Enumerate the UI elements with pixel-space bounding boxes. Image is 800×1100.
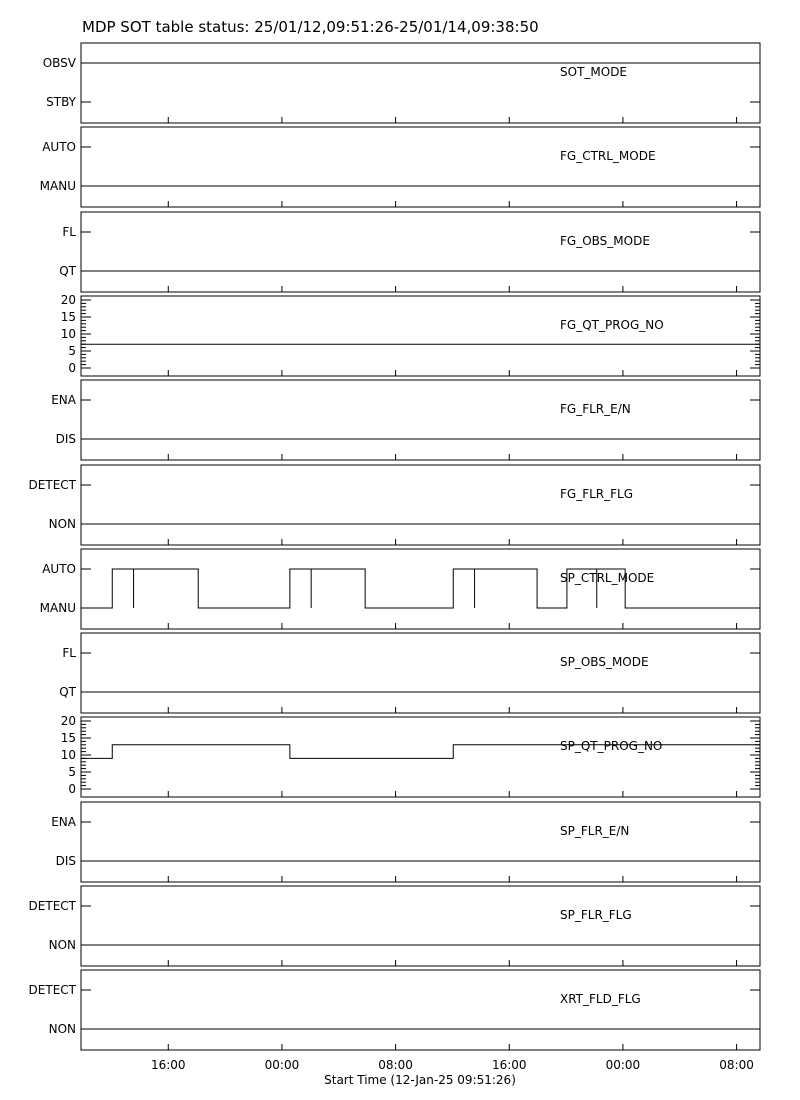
panel-sp-flr-flg bbox=[29, 886, 760, 966]
level-label-low: NON bbox=[48, 517, 76, 531]
level-label-high: AUTO bbox=[42, 140, 76, 154]
panel-xrt-fld-flg bbox=[29, 970, 760, 1050]
panel-frame bbox=[81, 380, 760, 460]
y-tick-label: 5 bbox=[68, 344, 76, 358]
panel-sot-mode bbox=[43, 43, 760, 123]
panel-frame bbox=[81, 212, 760, 292]
panel-title: SP_FLR_FLG bbox=[560, 908, 632, 922]
figure-title: MDP SOT table status: 25/01/12,09:51:26-25/01/14,09:38:50 bbox=[82, 18, 539, 36]
panel-frame bbox=[81, 465, 760, 545]
level-label-high: DETECT bbox=[28, 478, 76, 492]
panels bbox=[29, 43, 760, 1050]
panel-frame bbox=[81, 886, 760, 966]
x-tick-label: 16:00 bbox=[150, 1058, 186, 1072]
y-tick-label: 20 bbox=[60, 714, 76, 728]
y-tick-label: 10 bbox=[60, 327, 76, 341]
level-label-high: OBSV bbox=[42, 56, 76, 70]
panel-frame bbox=[81, 802, 760, 882]
level-label-low: DIS bbox=[55, 432, 76, 446]
y-tick-label: 20 bbox=[60, 293, 76, 307]
y-tick-label: 0 bbox=[68, 782, 76, 796]
level-label-low: QT bbox=[59, 685, 76, 699]
x-axis bbox=[151, 1058, 754, 1072]
panel-frame bbox=[81, 717, 760, 797]
panel-frame bbox=[81, 970, 760, 1050]
level-label-high: DETECT bbox=[28, 983, 76, 997]
panel-title: FG_QT_PROG_NO bbox=[560, 318, 664, 332]
x-axis-label: Start Time (12-Jan-25 09:51:26) bbox=[324, 1073, 516, 1087]
level-label-low: QT bbox=[59, 264, 76, 278]
panel-fg-qt-prog-no bbox=[61, 293, 760, 376]
level-label-high: ENA bbox=[51, 393, 76, 407]
panel-sp-obs-mode bbox=[59, 633, 760, 713]
y-tick-label: 0 bbox=[68, 361, 76, 375]
panel-fg-ctrl-mode bbox=[40, 127, 760, 207]
panel-title: FG_CTRL_MODE bbox=[560, 149, 656, 163]
level-label-high: AUTO bbox=[42, 562, 76, 576]
level-label-low: MANU bbox=[39, 601, 76, 615]
series-line bbox=[81, 569, 760, 608]
level-label-high: DETECT bbox=[28, 899, 76, 913]
level-label-high: FL bbox=[62, 646, 76, 660]
panel-title: SP_OBS_MODE bbox=[560, 655, 649, 669]
x-tick-label: 08:00 bbox=[378, 1058, 413, 1072]
level-label-low: NON bbox=[48, 938, 76, 952]
panel-title: XRT_FLD_FLG bbox=[560, 992, 641, 1006]
panel-frame bbox=[81, 43, 760, 123]
y-tick-label: 5 bbox=[68, 765, 76, 779]
level-label-low: DIS bbox=[55, 854, 76, 868]
panel-fg-flr-e-n bbox=[51, 380, 760, 460]
panel-sp-ctrl-mode bbox=[40, 549, 760, 629]
panel-frame bbox=[81, 296, 760, 376]
panel-title: SP_CTRL_MODE bbox=[560, 571, 655, 585]
panel-sp-flr-e-n bbox=[51, 802, 760, 882]
x-tick-label: 00:00 bbox=[264, 1058, 300, 1072]
x-tick-label: 08:00 bbox=[719, 1058, 754, 1072]
level-label-low: STBY bbox=[46, 95, 76, 109]
panel-fg-flr-flg bbox=[29, 465, 760, 545]
panel-title: SP_QT_PROG_NO bbox=[560, 739, 663, 753]
x-tick-label: 00:00 bbox=[605, 1058, 641, 1072]
y-tick-label: 15 bbox=[60, 310, 76, 324]
y-tick-label: 10 bbox=[60, 748, 76, 762]
panel-title: FG_OBS_MODE bbox=[560, 234, 650, 248]
level-label-high: ENA bbox=[51, 815, 76, 829]
level-label-high: FL bbox=[62, 225, 76, 239]
panel-title: FG_FLR_E/N bbox=[560, 402, 631, 416]
panel-sp-qt-prog-no bbox=[61, 714, 760, 797]
panel-frame bbox=[81, 549, 760, 629]
x-tick-label: 16:00 bbox=[491, 1058, 527, 1072]
panel-title: SOT_MODE bbox=[560, 65, 628, 79]
panel-fg-obs-mode bbox=[59, 212, 760, 292]
level-label-low: MANU bbox=[39, 179, 76, 193]
level-label-low: NON bbox=[48, 1022, 76, 1036]
panel-frame bbox=[81, 127, 760, 207]
panel-title: FG_FLR_FLG bbox=[560, 487, 634, 501]
y-tick-label: 15 bbox=[60, 731, 76, 745]
panel-frame bbox=[81, 633, 760, 713]
panel-title: SP_FLR_E/N bbox=[560, 824, 630, 838]
